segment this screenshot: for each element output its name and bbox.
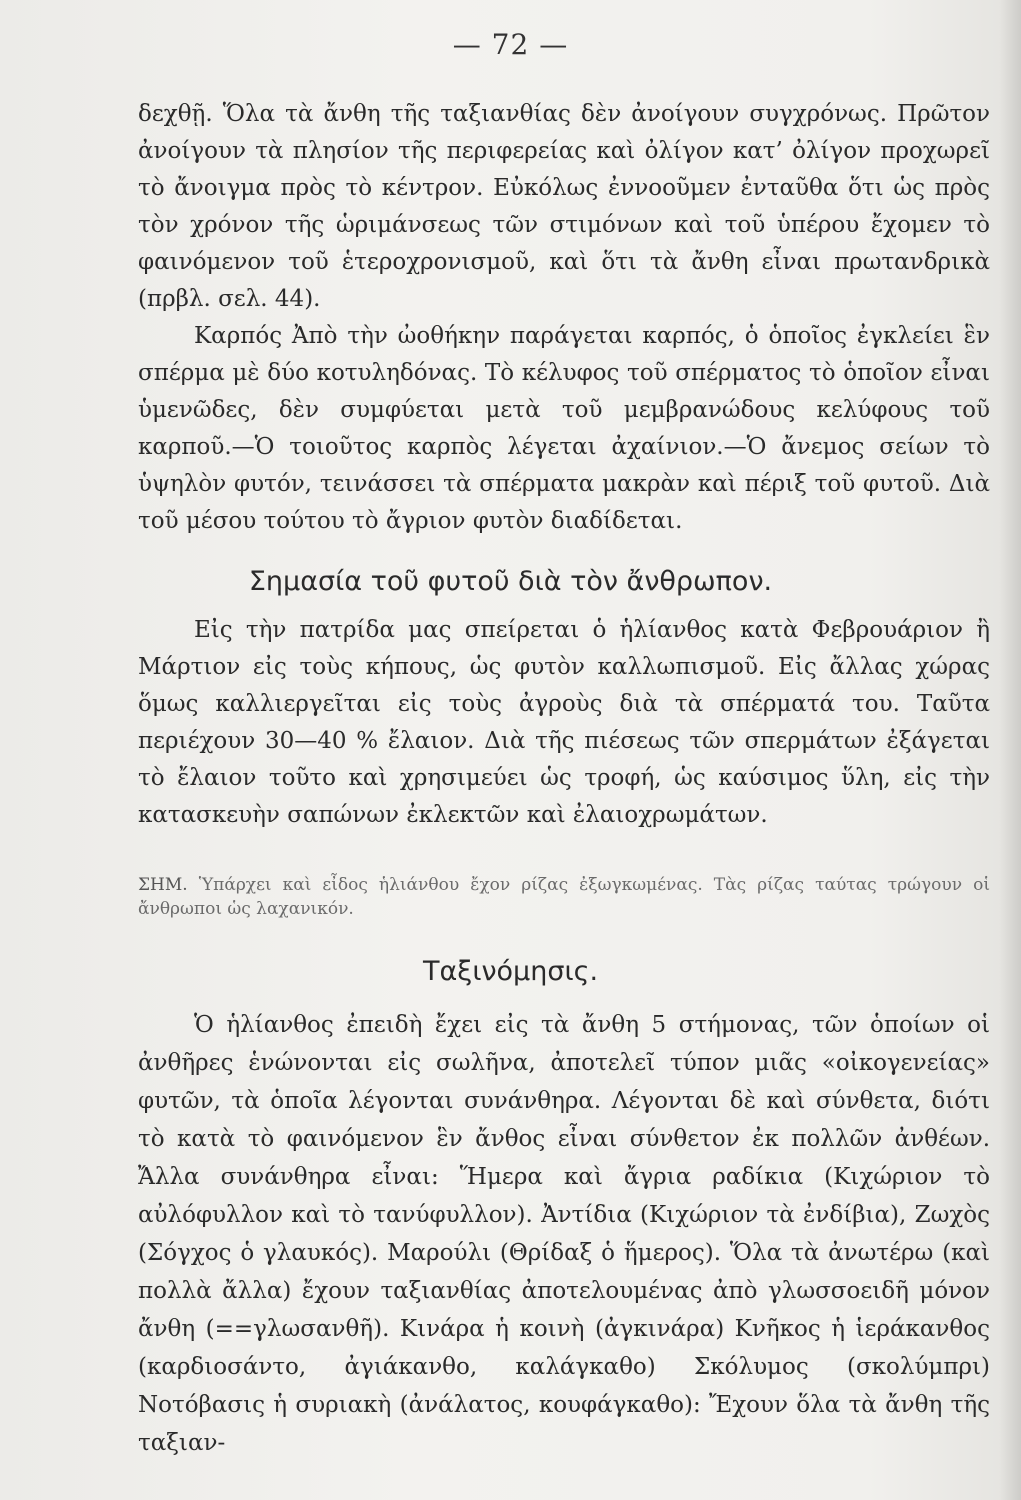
text-block-2 — [138, 612, 990, 834]
paragraph-1: δεχθῇ. Ὅλα τὰ ἄνθη τῆς ταξιανθίας δὲν ἀνοίγουν συγχρόνως. Πρῶτον ἀνοίγουν τὰ πλησίον τῆς περιφερείας καὶ ὀλίγον κατ’ ὀλίγον προχωρεῖ τὸ ἄνοιγμα πρὸς τὸ κέντρον. Εὐκόλως ἐννοοῦμεν ἐνταῦθα ὅτι ὡς πρὸς τὸν χρόνον τῆς ὡριμάνσεως τῶν στιμόνων καὶ τοῦ ὑπέρου ἔχομεν τὸ φαινόμενον τοῦ ἑτεροχρονισμοῦ, καὶ ὅτι τὰ ἄνθη εἶναι πρωτανδρικὰ (πρβλ. σελ. 44). — [138, 101, 990, 312]
footnote-text: Ὑπάρχει καὶ εἶδος ἡλιάνθου ἔχον ρίζας ἐξωγκωμένας. Τὰς ρίζας ταύτας τρώγουν οἱ ἄνθρωποι ὡς λαχανικόν. — [138, 875, 991, 919]
text-block-3 — [138, 1006, 990, 1462]
section-heading-importance: Σημασία τοῦ φυτοῦ διὰ τὸν ἄνθρωπον. — [248, 566, 773, 597]
section-heading-classification: Ταξινόμησις. — [422, 956, 599, 987]
paragraph-3: Εἰς τὴν πατρίδα μας σπείρεται ὁ ἡλίανθος κατὰ Φεβρουάριον ἢ Μάρτιον εἰς τοὺς κήπους, ὡς φυτὸν καλλωπισμοῦ. Εἰς ἄλλας χώρας ὅμως καλλιεργεῖται εἰς τοὺς ἀγροὺς διὰ τὰ σπέρματά του. Ταῦτα περιέχουν 30—40 % ἔλαιον. Διὰ τῆς πιέσεως τῶν σπερμάτων ἐξάγεται τὸ ἔλαιον τοῦτο καὶ χρησιμεύει ὡς τροφή, ὡς καύσιμος ὕλη, εἰς τὴν κατασκευὴν σαπώνων ἐκλεκτῶν καὶ ἐλαιοχρωμάτων. — [138, 617, 990, 828]
text-block-1 — [138, 96, 990, 540]
page-number: — 72 — — [452, 28, 569, 61]
footnote-label: ΣΗΜ. — [138, 875, 188, 895]
paragraph-2: Καρπός Ἀπὸ τὴν ὠοθήκην παράγεται καρπός, ὁ ὁποῖος ἐγκλείει ἓν σπέρμα μὲ δύο κοτυληδόνας. Τὸ κέλυφος τοῦ σπέρματος τὸ ὁποῖον εἶναι ὑμενῶδες, δὲν συμφύεται μετὰ τοῦ μεμβρανώδους κελύφους τοῦ καρποῦ.—Ὁ τοιοῦτος καρπὸς λέγεται ἀχαίνιον.—Ὁ ἄνεμος σείων τὸ ὑψηλὸν φυτόν, τεινάσσει τὰ σπέρματα μακρὰν καὶ πέριξ τοῦ φυτοῦ. Διὰ τοῦ μέσου τούτου τὸ ἄγριον φυτὸν διαδίδεται. — [138, 323, 990, 534]
footnote — [138, 873, 990, 921]
page-edge-shadow — [999, 0, 1021, 1500]
paragraph-4: Ὁ ἡλίανθος ἐπειδὴ ἔχει εἰς τὰ ἄνθη 5 στήμονας, τῶν ὁποίων οἱ ἀνθῆρες ἑνώνονται εἰς σωλῆνα, ἀποτελεῖ τύπον μιᾶς «οἰκογενείας» φυτῶν, τὰ ὁποῖα λέγονται συνάνθηρα. Λέγονται δὲ καὶ σύνθετα, διότι τὸ κατὰ τὸ φαινόμενον ἓν ἄνθος εἶναι σύνθετον ἐκ πολλῶν ἀνθέων. Ἄλλα συνάνθηρα εἶναι: Ἥμερα καὶ ἄγρια ραδίκια (Κιχώριον τὸ αὐλόφυλλον καὶ τὸ τανύφυλλον). Ἀντίδια (Κιχώριον τὰ ἐνδίβια), Ζωχὸς (Σόγχος ὁ γλαυκός). Μαρούλι (Θρίδαξ ὁ ἥμερος). Ὅλα τὰ ἀνωτέρω (καὶ πολλὰ ἄλλα) ἔχουν ταξιανθίας ἀποτελουμένας ἀπὸ γλωσσοειδῆ μόνον ἄνθη (==γλωσανθῆ). Κινάρα ἡ κοινὴ (ἀγκινάρα) Κνῆκος ἡ ἱεράκανθος (καρδιοσάντο, ἀγιάκανθο, καλάγκαθο) Σκόλυμος (σκολύμπρι) Νοτόβασις ἡ συριακὴ (ἀνάλατος, κουφάγκαθο): Ἔχουν ὅλα τὰ ἄνθη τῆς ταξιαν- — [138, 1012, 990, 1456]
